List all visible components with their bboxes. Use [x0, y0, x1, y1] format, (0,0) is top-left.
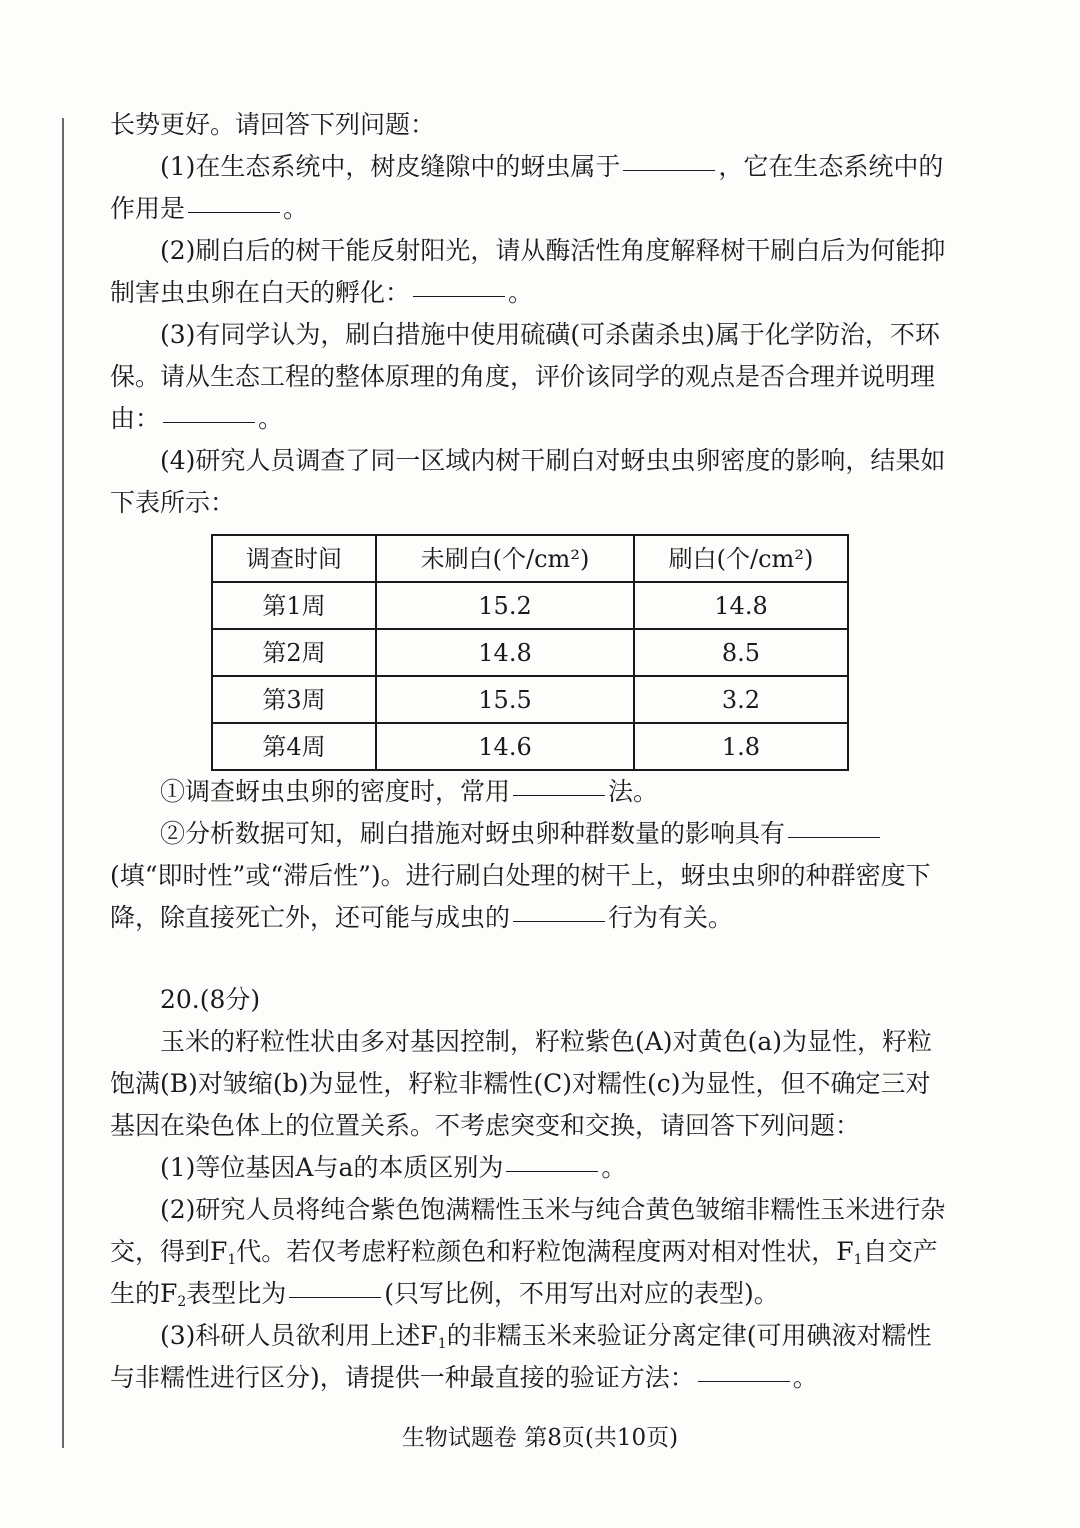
- answer-blank: [289, 1296, 381, 1298]
- question-20-part-1: (1)等位基因A与a的本质区别为 。: [160, 1153, 627, 1182]
- question-19-part-3: (3)有同学认为，刷白措施中使用硫磺(可杀菌杀虫)属于化学防治，不环保。请从生态工程的整体原理的角度，评价该同学的观点是否合理并说明理由： 。: [110, 320, 940, 433]
- table-header-cell: 调查时间: [212, 535, 376, 582]
- answer-blank: [788, 836, 880, 838]
- table-cell: 第3周: [212, 676, 376, 723]
- table-cell: 15.2: [376, 582, 634, 629]
- table-header-row: [212, 535, 848, 582]
- table-cell: 14.8: [634, 582, 848, 629]
- question-19-part-2: (2)刷白后的树干能反射阳光，请从酶活性角度解释树干刷白后为何能抑制害虫虫卵在白天的孵化： 。: [110, 236, 946, 307]
- question-20-intro: 玉米的籽粒性状由多对基因控制，籽粒紫色(A)对黄色(a)为显性，籽粒饱满(B)对皱缩(b)为显性，籽粒非糯性(C)对糯性(c)为显性，但不确定三对基因在染色体上的位置关系。不考虑突变和交换，请回答下列问题：: [110, 1027, 932, 1140]
- egg-density-table: [211, 534, 849, 771]
- table-cell: 第4周: [212, 723, 376, 770]
- answer-blank: [413, 295, 505, 297]
- table-cell: 第2周: [212, 629, 376, 676]
- question-19-sub-1: ①调查蚜虫虫卵的密度时，常用 法。: [160, 777, 659, 806]
- text-line: 长势更好。请回答下列问题：: [110, 110, 436, 139]
- table-cell: 8.5: [634, 629, 848, 676]
- table-header-cell: 未刷白(个/cm²): [376, 535, 634, 582]
- question-20-title: 20.(8分): [160, 985, 261, 1014]
- table-cell: 14.8: [376, 629, 634, 676]
- table-cell: 14.6: [376, 723, 634, 770]
- table-cell: 3.2: [634, 676, 848, 723]
- table-row: [212, 629, 848, 676]
- answer-blank: [506, 1170, 598, 1172]
- table-row: [212, 723, 848, 770]
- answer-blank: [513, 794, 605, 796]
- table-header-cell: 刷白(个/cm²): [634, 535, 848, 582]
- answer-blank: [698, 1380, 790, 1382]
- binding-margin-line: [62, 118, 64, 1448]
- table-row: [212, 582, 848, 629]
- answer-blank: [188, 211, 280, 213]
- answer-blank: [163, 421, 255, 423]
- question-20-part-3: (3)科研人员欲利用上述$F_1$的非糯玉米来验证分离定律(可用碘液对糯性与非糯性进行区分)，请提供一种最直接的验证方法： 。: [110, 1321, 932, 1392]
- question-20-part-2: (2)研究人员将纯合紫色饱满糯性玉米与纯合黄色皱缩非糯性玉米进行杂交，得到$F_1$代。若仅考虑籽粒颜色和籽粒饱满程度两对相对性状，$F_1$自交产生的$F_2$表型比为 (只写比例，不用写出对应的表型)。: [110, 1195, 946, 1310]
- question-19-sub-2: ②分析数据可知，刷白措施对蚜虫卵种群数量的影响具有(填“即时性”或“滞后性”)。进行刷白处理的树干上，蚜虫虫卵的种群密度下降，除直接死亡外，还可能与成虫的 行为有关。: [110, 819, 931, 932]
- question-19-part-1: (1)在生态系统中，树皮缝隙中的蚜虫属于 ，它在生态系统中的作用是 。: [110, 152, 944, 223]
- answer-blank: [513, 920, 605, 922]
- table-cell: 第1周: [212, 582, 376, 629]
- answer-blank: [623, 169, 715, 171]
- table-row: [212, 676, 848, 723]
- page-footer: 生物试题卷 第8页(共10页): [401, 1425, 679, 1451]
- question-19-part-4: (4)研究人员调查了同一区域内树干刷白对蚜虫虫卵密度的影响，结果如下表所示：: [110, 446, 946, 517]
- table-cell: 1.8: [634, 723, 848, 770]
- exam-page-body: [110, 104, 950, 1399]
- table-cell: 15.5: [376, 676, 634, 723]
